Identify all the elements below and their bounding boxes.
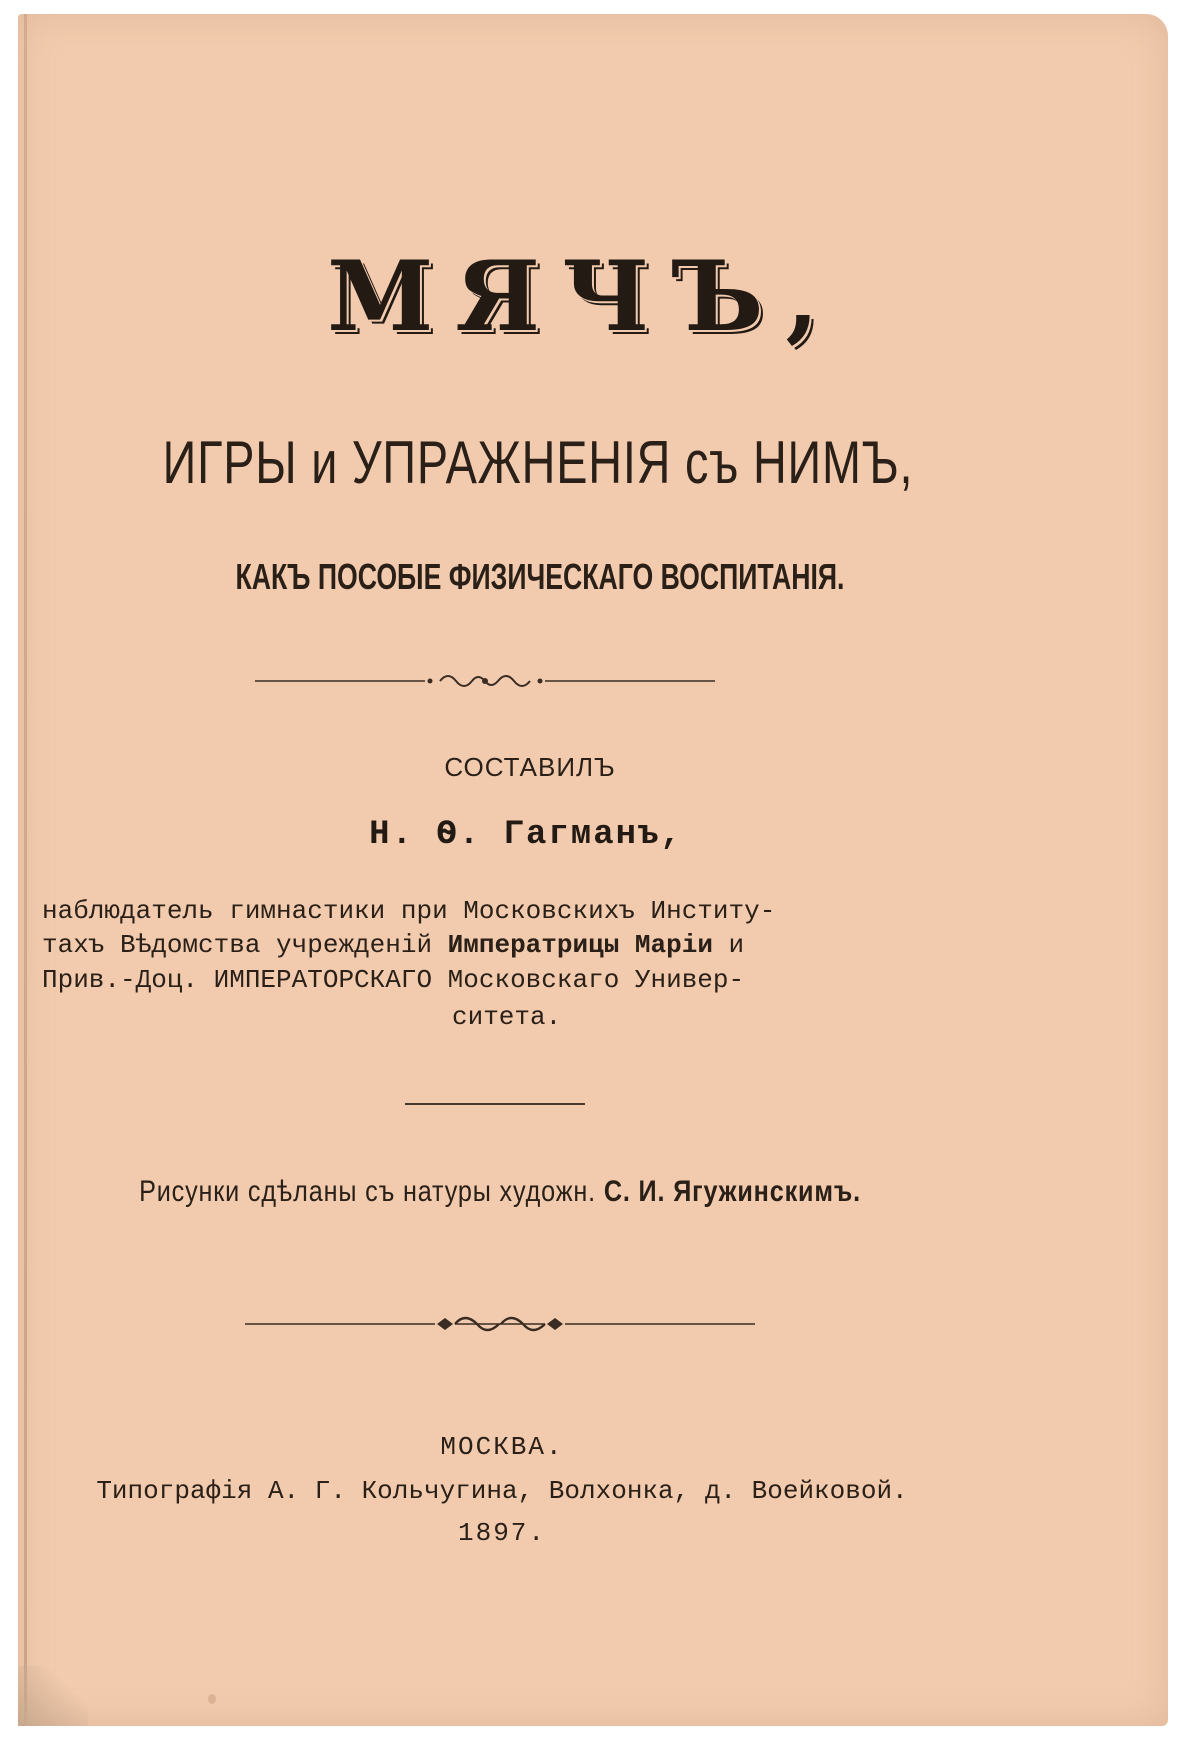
illustrations-credit-text: Рисунки сдѣланы съ натуры художн. [139, 1175, 604, 1208]
worn-corner [18, 1666, 88, 1726]
printing-house: Типографія А. Г. Кольчугина, Волхонка, д. Воейковой. [96, 1476, 908, 1506]
author-name: Н. Ѳ. Гагманъ, [369, 816, 683, 854]
publication-city: МОСКВА. [440, 1432, 564, 1462]
author-description-line-1: наблюдатель гимнастики при Московскихъ Институ- [42, 896, 776, 926]
author-description-line-4: ситета. [452, 1002, 562, 1032]
author-description-line-2 [42, 930, 744, 960]
book-title: МЯЧЪ, [327, 240, 841, 353]
author-description-text: тахъ Вѣдомства учрежденій [42, 930, 448, 960]
author-description-line-3: Прив.-Доц. ИМПЕРАТОРСКАГО Московскаго Универ- [42, 965, 745, 995]
book-subtitle: ИГРЫ и УПРАЖНЕНІЯ съ НИМЪ, [162, 429, 914, 496]
compiled-by-label: СОСТАВИЛЪ [444, 752, 616, 782]
publication-year: 1897. [457, 1518, 546, 1548]
scroll-ornament-icon [245, 1312, 755, 1336]
empress-name: Императрицы Маріи [447, 930, 713, 960]
divider-rule [405, 1103, 585, 1105]
paper-stain [208, 1694, 216, 1704]
book-subtitle-line2: КАКЪ ПОСОБІЕ ФИЗИЧЕСКАГО ВОСПИТАНІЯ. [235, 556, 845, 597]
author-description-text: и [712, 930, 745, 960]
illustrations-credit [0, 1175, 1004, 1209]
scroll-ornament-icon [255, 670, 715, 692]
artist-name: С. И. Ягужинскимъ. [603, 1175, 861, 1208]
